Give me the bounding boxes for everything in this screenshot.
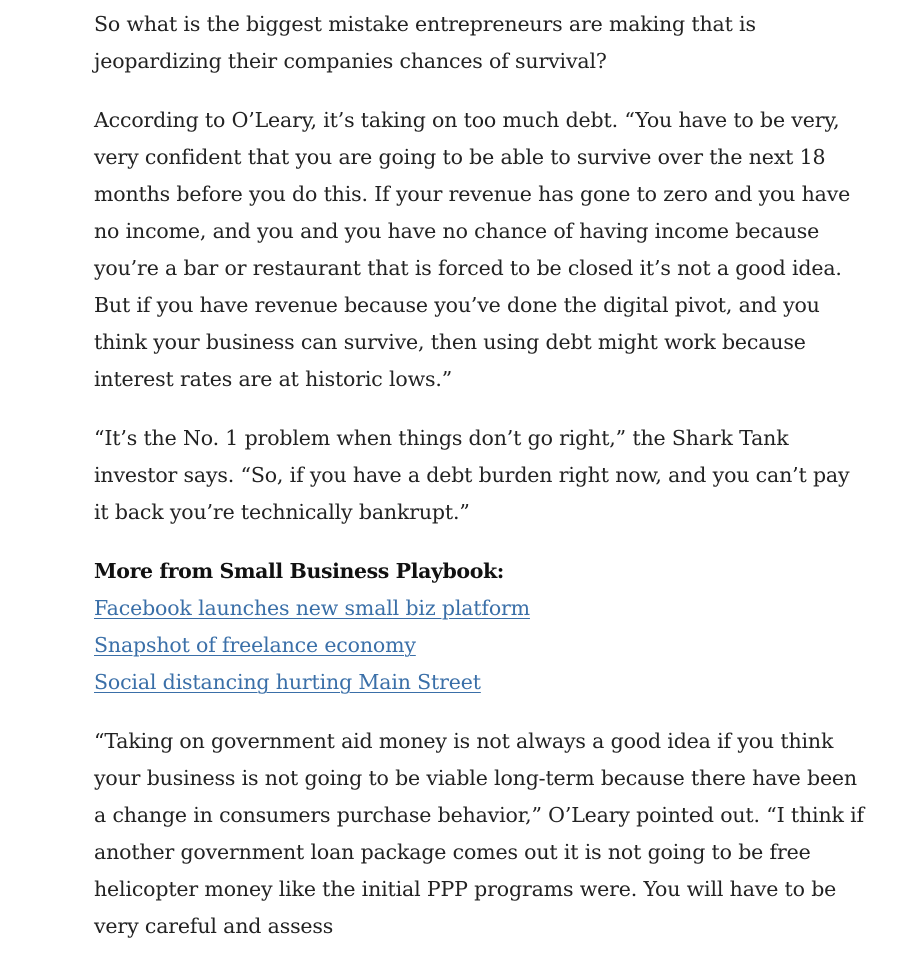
- related-link-facebook-platform[interactable]: Facebook launches new small biz platform: [94, 596, 530, 620]
- article-paragraph-4: “Taking on government aid money is not always a good idea if you think your business is not going to be viable long-term because there have been a change in consumers purchase behavior,” O’Leary pointed out. “I think if another government loan package comes out it is not going to be free helicopter money like the initial PPP programs were. You will have to be very careful and assess: [94, 729, 864, 938]
- related-link-freelance-economy[interactable]: Snapshot of freelance economy: [94, 633, 416, 657]
- article-paragraph-2: According to O’Leary, it’s taking on too much debt. “You have to be very, very confident that you are going to be able to survive over the next 18 months before you do this. If your revenue has gone to zero and you have no income, and you and you have no chance of having income because you’re a bar or restaurant that is forced to be closed it’s not a good idea. But if you have revenue because you’ve done the digital pivot, and you think your business can survive, then using debt might work because interest rates are at historic lows.”: [94, 108, 851, 391]
- article-body: [94, 6, 864, 967]
- article-paragraph-3: “It’s the No. 1 problem when things don’t go right,” the Shark Tank investor says. “So, if you have a debt burden right now, and you can’t pay it back you’re technically bankrupt.”: [94, 426, 850, 524]
- related-link-social-distancing[interactable]: Social distancing hurting Main Street: [94, 670, 481, 694]
- related-links-block: [94, 553, 864, 701]
- related-links-heading: More from Small Business Playbook:: [94, 559, 504, 583]
- article-paragraph-1: So what is the biggest mistake entrepreneurs are making that is jeopardizing their companies chances of survival?: [94, 12, 756, 73]
